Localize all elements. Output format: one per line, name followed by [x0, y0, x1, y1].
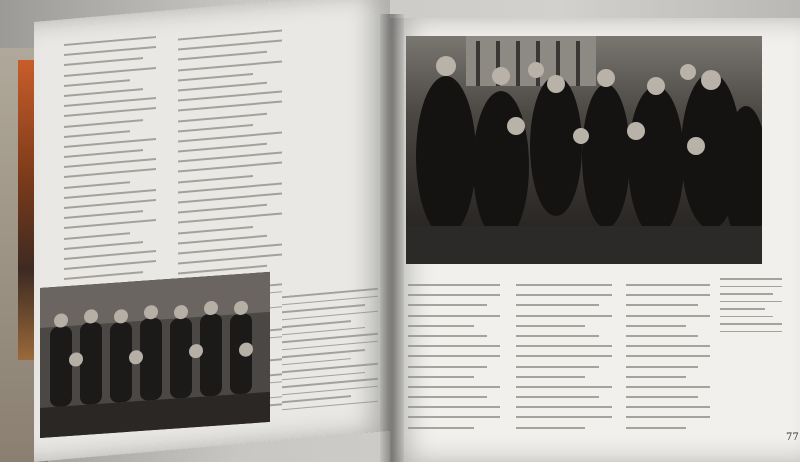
text-line	[626, 335, 698, 337]
page-number: 77	[786, 432, 799, 443]
text-line	[516, 284, 612, 286]
text-line	[408, 376, 474, 378]
text-line	[178, 162, 282, 173]
text-line	[408, 427, 474, 429]
text-line	[408, 396, 487, 398]
text-line	[282, 310, 378, 320]
text-line	[178, 60, 282, 71]
text-line	[516, 315, 612, 317]
text-line	[626, 386, 710, 388]
text-line	[720, 293, 773, 295]
right-text-column-2	[516, 284, 612, 440]
small-photo-image	[40, 272, 270, 438]
text-line	[720, 323, 782, 325]
book-gutter	[380, 14, 404, 462]
text-line	[178, 124, 253, 133]
text-line	[64, 168, 156, 178]
text-line	[720, 316, 773, 318]
text-line	[64, 97, 156, 107]
text-line	[64, 57, 143, 66]
text-line	[64, 46, 156, 56]
text-line	[178, 254, 282, 265]
text-line	[178, 182, 282, 193]
text-line	[408, 416, 500, 418]
text-line	[64, 79, 130, 87]
text-line	[282, 400, 378, 410]
text-line	[626, 406, 710, 408]
text-line	[178, 143, 267, 153]
text-line	[282, 304, 365, 313]
text-line	[178, 192, 282, 203]
text-line	[516, 416, 612, 418]
text-line	[282, 349, 365, 358]
right-text-column-1	[408, 284, 500, 440]
text-line	[516, 294, 612, 296]
text-line	[64, 250, 156, 260]
text-line	[408, 304, 487, 306]
text-line	[282, 371, 365, 380]
text-line	[64, 181, 130, 189]
text-line	[408, 355, 500, 357]
text-line	[64, 130, 130, 138]
text-line	[282, 358, 351, 366]
text-line	[178, 152, 282, 163]
text-line	[178, 101, 282, 112]
text-line	[720, 331, 782, 333]
text-line	[516, 406, 612, 408]
text-line	[626, 304, 698, 306]
text-line	[178, 243, 282, 254]
text-line	[64, 138, 156, 148]
text-line	[64, 219, 156, 229]
text-line	[408, 406, 500, 408]
text-line	[516, 396, 599, 398]
text-line	[626, 284, 710, 286]
text-line	[626, 345, 710, 347]
text-line	[408, 345, 500, 347]
text-line	[178, 213, 282, 224]
text-line	[178, 131, 282, 142]
text-line	[516, 427, 585, 429]
text-line	[516, 376, 585, 378]
left-text-column-2	[178, 29, 282, 284]
text-line	[720, 286, 782, 288]
text-line	[64, 199, 156, 209]
text-line	[516, 345, 612, 347]
text-line	[626, 366, 698, 368]
text-line	[516, 355, 612, 357]
text-line	[282, 326, 365, 335]
text-line	[64, 271, 143, 280]
text-line	[408, 315, 500, 317]
main-photo-image	[406, 36, 762, 264]
text-line	[178, 112, 267, 122]
text-line	[178, 91, 282, 102]
text-line	[282, 385, 378, 395]
text-line	[516, 335, 599, 337]
text-line	[178, 175, 253, 184]
text-line	[178, 40, 282, 51]
text-line	[178, 204, 267, 214]
text-line	[626, 376, 686, 378]
text-line	[408, 335, 487, 337]
text-line	[178, 73, 253, 82]
text-line	[626, 294, 710, 296]
text-line	[282, 320, 351, 328]
text-line	[626, 355, 710, 357]
left-text-column-1	[64, 36, 156, 292]
text-line	[408, 294, 500, 296]
text-line	[408, 284, 500, 286]
text-line	[178, 51, 267, 61]
text-line	[178, 82, 267, 92]
text-line	[516, 366, 599, 368]
left-text-column-3	[282, 288, 378, 416]
text-line	[626, 427, 686, 429]
text-line	[64, 241, 143, 250]
text-line	[408, 325, 474, 327]
text-line	[720, 278, 782, 280]
text-line	[626, 325, 686, 327]
right-caption-column	[720, 278, 782, 344]
text-line	[64, 189, 156, 199]
text-line	[64, 67, 156, 77]
text-line	[626, 416, 710, 418]
text-line	[516, 386, 612, 388]
text-line	[64, 88, 143, 97]
text-line	[626, 315, 710, 317]
text-line	[64, 149, 143, 158]
text-line	[720, 301, 782, 303]
text-line	[64, 232, 130, 240]
text-line	[64, 119, 143, 128]
text-line	[516, 325, 585, 327]
small-group-photograph	[40, 272, 270, 438]
right-text-column-3	[626, 284, 710, 440]
text-line	[64, 158, 156, 168]
text-line	[178, 226, 253, 235]
text-line	[64, 210, 143, 219]
text-line	[64, 260, 156, 270]
main-group-photograph	[406, 36, 762, 264]
text-line	[178, 234, 267, 244]
text-line	[516, 304, 599, 306]
text-line	[720, 308, 765, 310]
text-line	[408, 386, 500, 388]
text-line	[626, 396, 698, 398]
text-line	[282, 395, 351, 403]
text-line	[408, 366, 487, 368]
text-line	[64, 107, 156, 117]
